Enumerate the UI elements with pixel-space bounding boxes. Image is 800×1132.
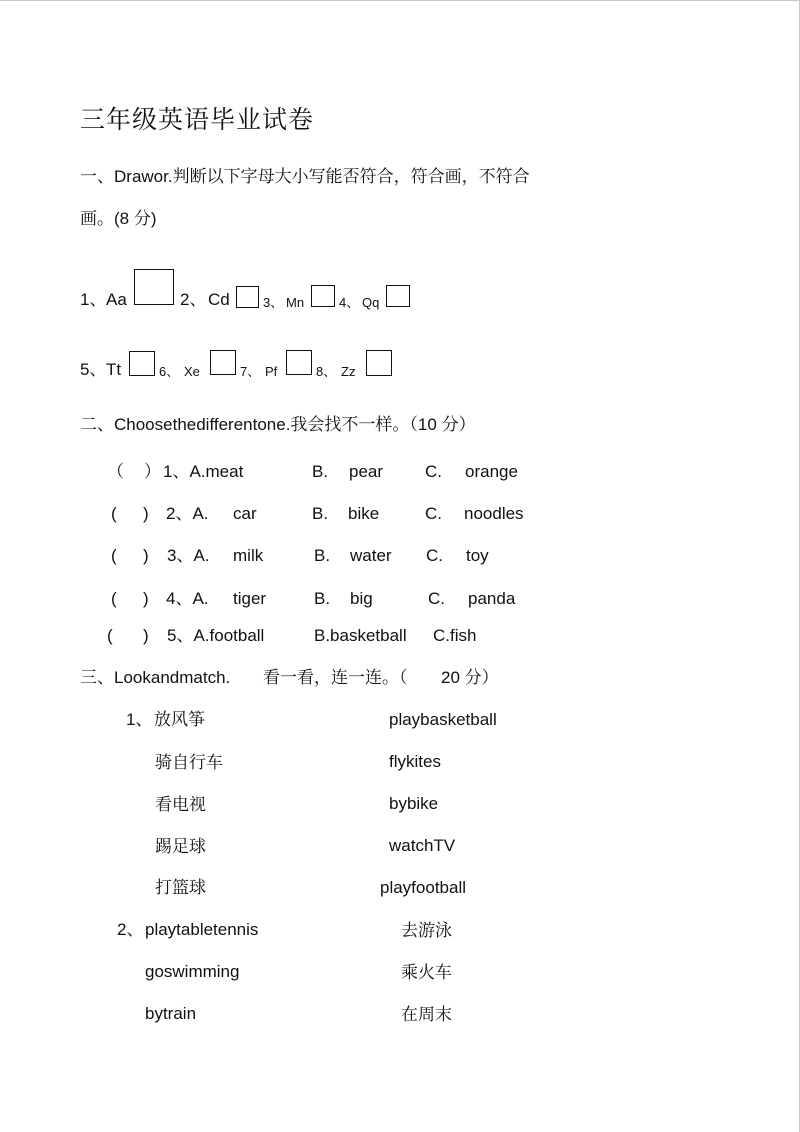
section3-heading: 三、Lookandmatch. — [80, 668, 231, 687]
question-number: 2、A. — [166, 504, 209, 523]
answer-paren-open: ( — [111, 504, 117, 523]
match-right-item: 在周末 — [401, 1005, 452, 1024]
option-c-label: C. — [425, 462, 442, 481]
match-left-item: goswimming — [145, 962, 240, 981]
letter-pair: Xe — [184, 364, 200, 379]
option-c: C.fish — [433, 626, 477, 645]
letter-pair: Zz — [341, 364, 356, 379]
match-right-item: bybike — [389, 794, 439, 813]
option-b: bike — [348, 504, 380, 523]
option-b: big — [350, 589, 373, 608]
option-c: panda — [468, 589, 516, 608]
answer-paren-open: ( — [111, 546, 117, 565]
option-b-label: B. — [312, 504, 329, 523]
letter-pair: Qq — [362, 295, 380, 310]
item-number: 2、 — [180, 290, 207, 309]
section1-heading-line1: 一、Drawor.判断以下字母大小写能否符合，符合画，不符合 — [80, 167, 530, 186]
item-number: 8、 — [316, 364, 337, 379]
page-title: 三年级英语毕业试卷 — [80, 105, 315, 134]
match-right-item: playbasketball — [389, 710, 497, 729]
option-c: orange — [465, 462, 518, 481]
section1-heading-line2: 画。(8 分) — [80, 209, 157, 228]
match-right-item: flykites — [389, 752, 441, 771]
answer-paren-open: ( — [107, 626, 113, 645]
option-b: pear — [349, 462, 384, 481]
match-right-item: playfootball — [380, 878, 467, 897]
option-b: B.basketball — [314, 626, 407, 645]
question-number: 4、A. — [166, 589, 209, 608]
question-number: 3、A. — [167, 546, 210, 565]
answer-box[interactable] — [236, 286, 259, 308]
option-c: noodles — [464, 504, 524, 523]
answer-paren-close: ） — [144, 462, 161, 481]
answer-box[interactable] — [366, 350, 392, 376]
item-number: 6、 — [159, 364, 180, 379]
match-left-item: 打篮球 — [155, 878, 206, 897]
item-number: 4、 — [339, 295, 360, 310]
match-left-item: bytrain — [145, 1004, 197, 1023]
answer-box[interactable] — [129, 351, 155, 376]
option-c-label: C. — [426, 546, 443, 565]
answer-box[interactable] — [286, 350, 312, 375]
page-border-top — [0, 0, 800, 1]
answer-box[interactable] — [311, 285, 335, 307]
match-left-item: 骑自行车 — [155, 753, 223, 772]
letter-pair: Aa — [106, 290, 127, 309]
match-left-item: playtabletennis — [145, 920, 259, 939]
match-left-item: 放风筝 — [154, 710, 205, 729]
answer-paren-open: ( — [111, 589, 117, 608]
letter-pair: Pf — [265, 364, 278, 379]
item-number: 1、 — [80, 290, 107, 309]
option-b-label: B. — [312, 462, 329, 481]
option-b: water — [350, 546, 392, 565]
question-number-option-a: 1、A.meat — [163, 462, 244, 481]
group-number: 2、 — [117, 920, 144, 939]
match-right-item: 乘火车 — [401, 963, 452, 982]
item-number: 5、 — [80, 360, 107, 379]
letter-pair: Mn — [286, 295, 305, 310]
option-a: milk — [233, 546, 264, 565]
match-right-item: watchTV — [389, 836, 456, 855]
option-a: car — [233, 504, 257, 523]
match-left-item: 踢足球 — [155, 837, 206, 856]
answer-paren-close: ) — [143, 626, 149, 645]
section2-heading: 二、Choosethedifferentone.我会找不一样。（10 分） — [80, 415, 476, 434]
answer-paren-close: ) — [143, 546, 149, 565]
option-c-label: C. — [428, 589, 445, 608]
answer-paren-close: ) — [143, 504, 149, 523]
item-number: 3、 — [263, 295, 284, 310]
section3-heading-cn: 看一看，连一连。（ — [263, 668, 408, 687]
item-number: 7、 — [240, 364, 261, 379]
option-a: tiger — [233, 589, 267, 608]
answer-paren-open: （ — [107, 462, 124, 481]
match-right-item: 去游泳 — [401, 921, 452, 940]
option-b-label: B. — [314, 589, 331, 608]
answer-paren-close: ) — [143, 589, 149, 608]
section3-heading-score: 20 分） — [441, 668, 499, 687]
question-number-option-a: 5、A.football — [167, 626, 265, 645]
match-left-item: 看电视 — [155, 795, 206, 814]
letter-pair: Cd — [208, 290, 230, 309]
letter-pair: Tt — [106, 360, 122, 379]
answer-box[interactable] — [134, 269, 174, 305]
answer-box[interactable] — [210, 350, 236, 375]
option-c: toy — [466, 546, 489, 565]
option-c-label: C. — [425, 504, 442, 523]
option-b-label: B. — [314, 546, 331, 565]
answer-box[interactable] — [386, 285, 410, 307]
group-number: 1、 — [126, 710, 153, 729]
